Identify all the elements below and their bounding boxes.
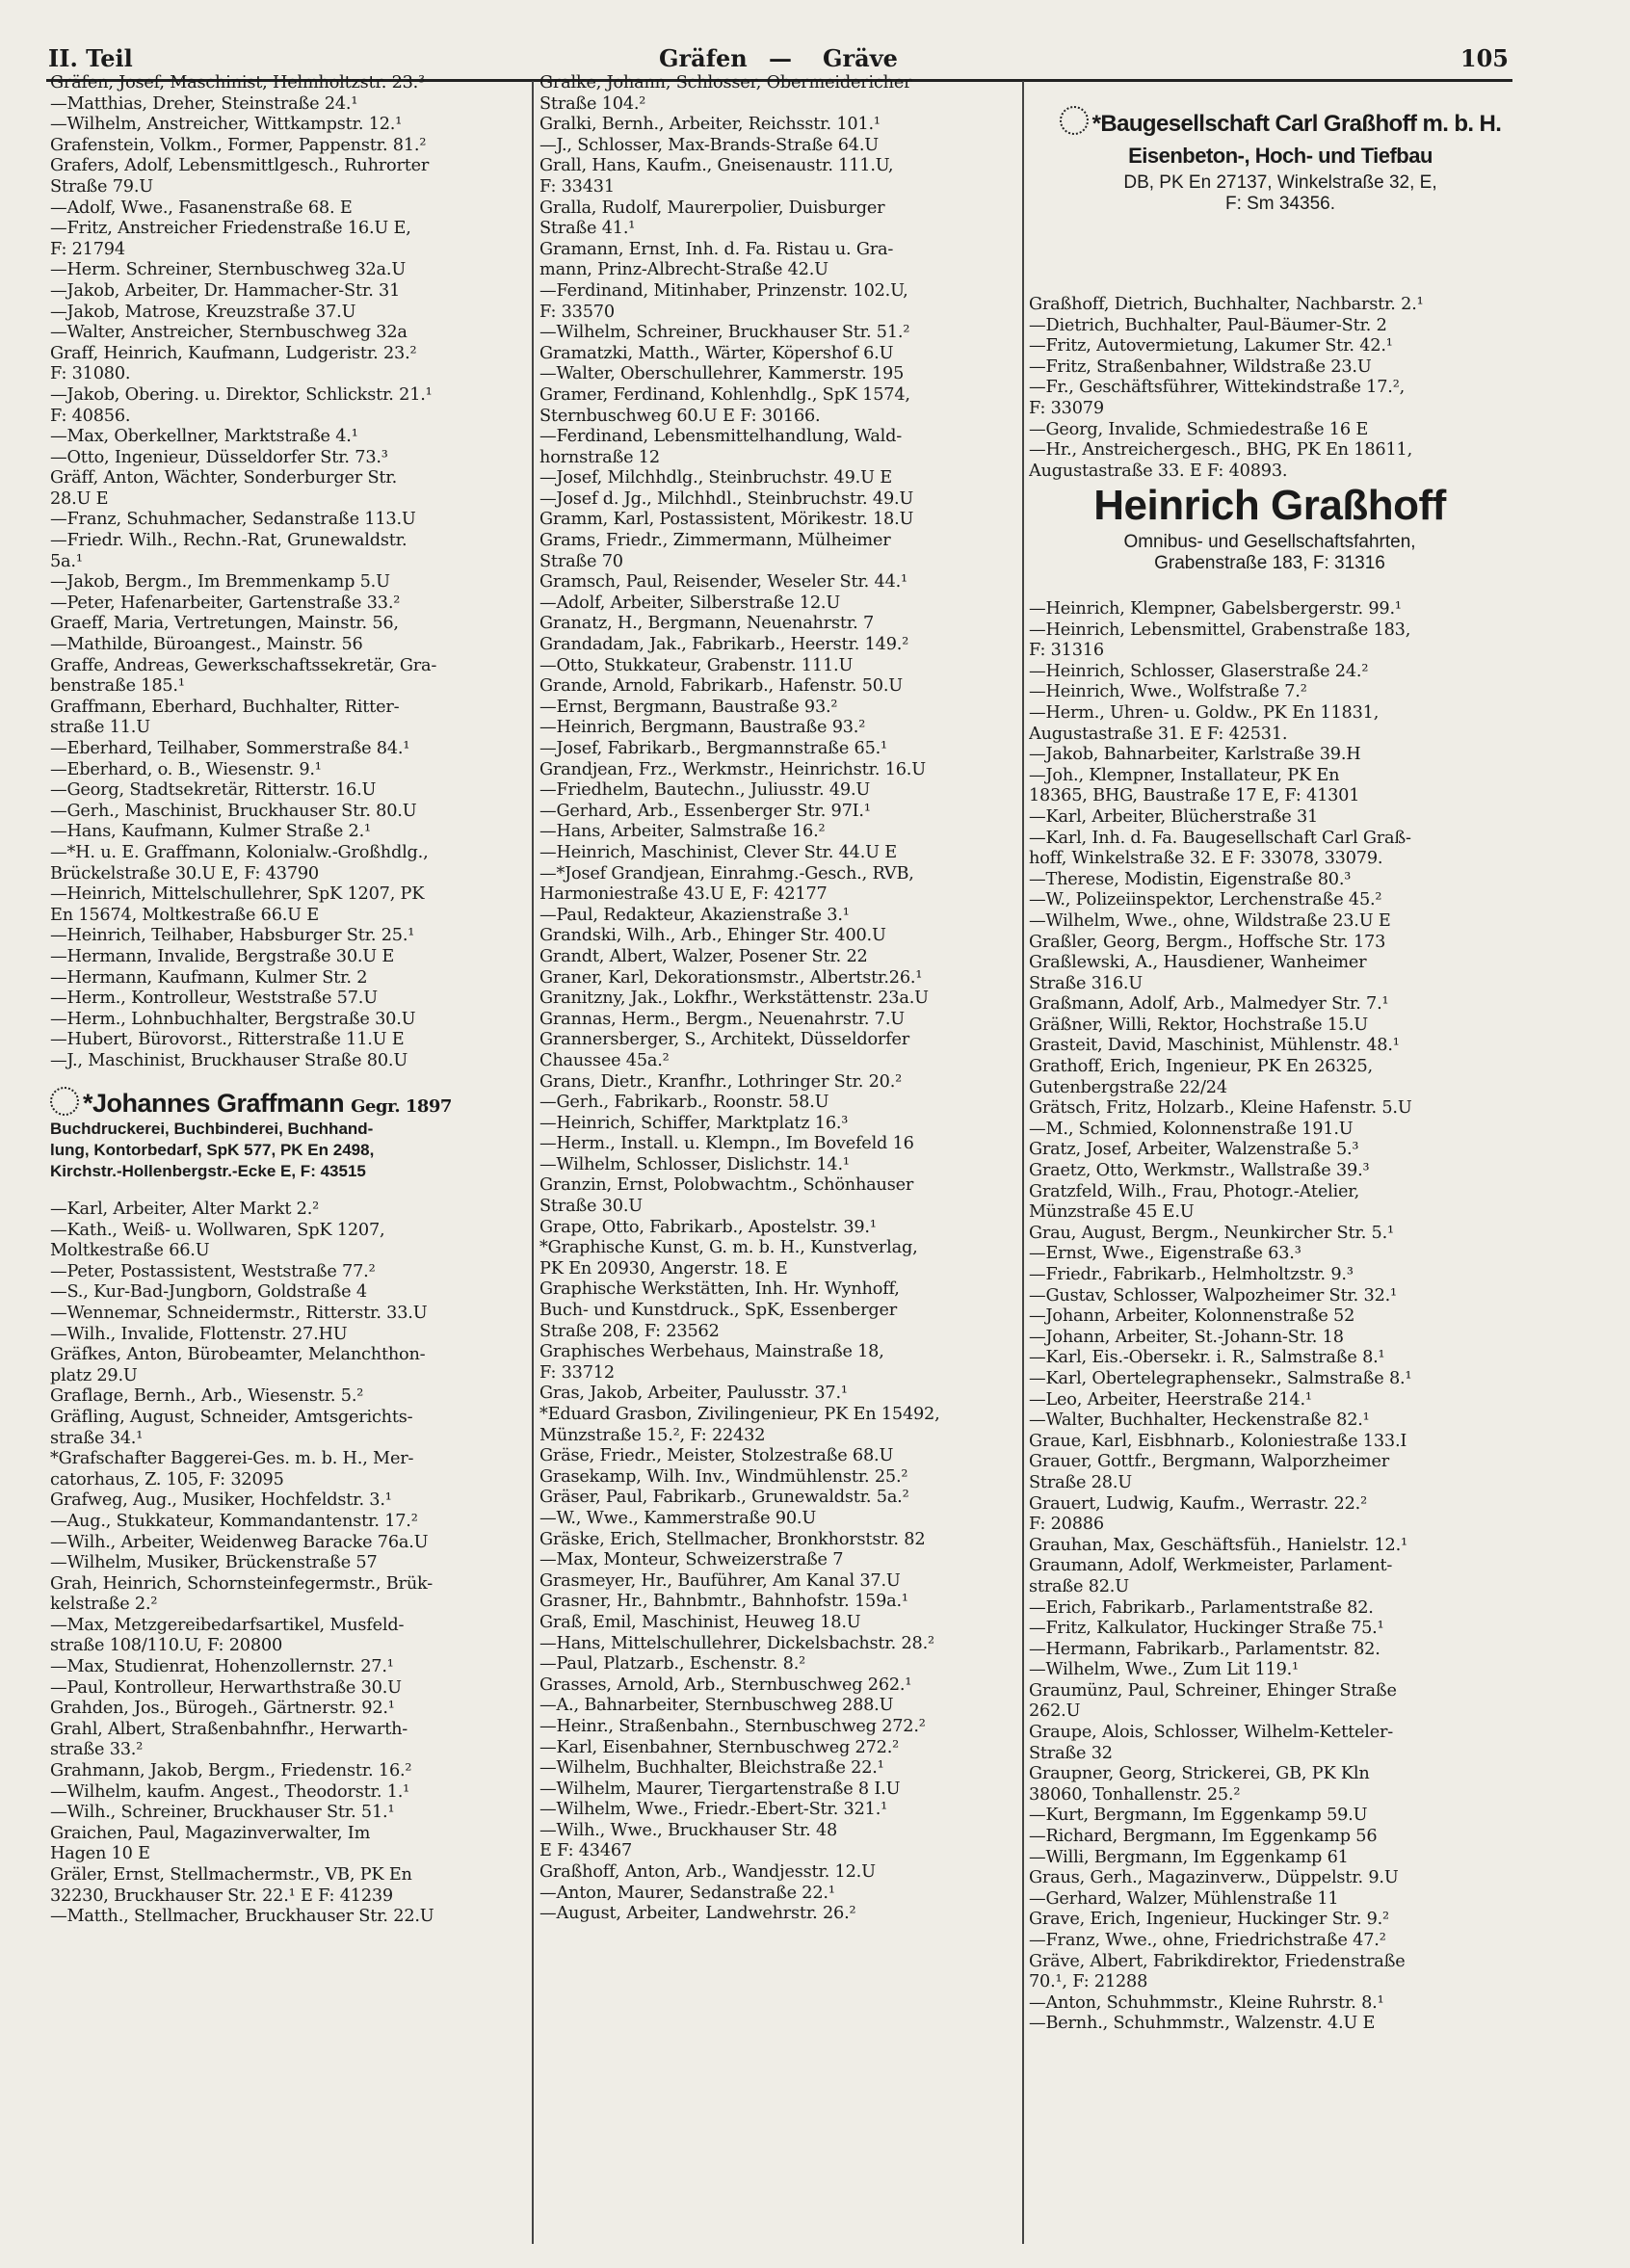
directory-entry-line: Grannersberger, S., Architekt, Düsseldorfer xyxy=(539,1030,910,1050)
directory-entry-line: Hagen 10 E xyxy=(50,1844,150,1864)
directory-entry-line: Augustastraße 31. E F: 42531. xyxy=(1029,724,1288,744)
directory-entry-line: Gräfen, Josef, Maschinist, Helmholtzstr. 23.³ xyxy=(50,73,425,92)
directory-entry-line: —Richard, Bergmann, Im Eggenkamp 56 xyxy=(1029,1827,1378,1847)
directory-entry-line: Grauhan, Max, Geschäftsfüh., Hanielstr. 12.¹ xyxy=(1029,1535,1407,1555)
directory-entry-line: Grandt, Albert, Walzer, Posener Str. 22 xyxy=(539,946,868,966)
directory-entry-line: —Wilh., Arbeiter, Weidenweg Baracke 76a.U xyxy=(50,1532,429,1552)
directory-entry-line: —Wilhelm, Maurer, Tiergartenstraße 8 I.U xyxy=(539,1779,901,1799)
directory-entry-line: —Fritz, Straßenbahner, Wildstraße 23.U xyxy=(1029,356,1372,377)
directory-entry-line: —Gerh., Fabrikarb., Roonstr. 58.U xyxy=(539,1093,829,1113)
directory-entry-line: —Fritz, Autovermietung, Lakumer Str. 42.¹ xyxy=(1029,336,1393,356)
directory-entry-line: Gratzfeld, Wilh., Frau, Photogr.-Atelier, xyxy=(1029,1181,1360,1201)
directory-entry-line: Graner, Karl, Dekorationsmstr., Albertstr.26.¹ xyxy=(539,967,923,988)
header-range-end: Gräve xyxy=(823,44,898,72)
directory-entry-line: —Jakob, Obering. u. Direktor, Schlickstr. 21.¹ xyxy=(50,384,433,405)
column-2-entries xyxy=(539,73,1019,1925)
directory-entry-line: Straße 28.U xyxy=(1029,1472,1132,1492)
ad-bau-address: DB, PK En 27137, Winkelstraße 32, E, xyxy=(1123,172,1437,193)
directory-entry-line: —Ferdinand, Lebensmittelhandlung, Wald- xyxy=(539,427,903,447)
directory-entry-line: —Peter, Postassistent, Weststraße 77.² xyxy=(50,1261,376,1281)
directory-entry-line: Grasekamp, Wilh. Inv., Windmühlenstr. 25.² xyxy=(539,1466,908,1487)
directory-entry-line: —Bernh., Schuhmmstr., Walzenstr. 4.U E xyxy=(1029,2014,1376,2034)
directory-entry-line: Grafenstein, Volkm., Former, Pappenstr. 81.² xyxy=(50,135,427,155)
directory-entry-line: 32230, Bruckhauser Str. 22.¹ E F: 41239 xyxy=(50,1886,393,1906)
directory-entry-line: —Matthias, Dreher, Steinstraße 24.¹ xyxy=(50,93,358,114)
directory-entry-line: —Walter, Oberschullehrer, Kammerstr. 195 xyxy=(539,364,905,384)
directory-entry-line: Grasteit, David, Maschinist, Mühlenstr. 48.¹ xyxy=(1029,1036,1400,1056)
directory-entry-line: —Friedr., Fabrikarb., Helmholtzstr. 9.³ xyxy=(1029,1265,1354,1284)
directory-entry-line: —Herm., Lohnbuchhalter, Bergstraße 30.U xyxy=(50,1009,416,1029)
directory-entry-line: —Hr., Anstreichergesch., BHG, PK En 18611, xyxy=(1029,440,1412,461)
directory-entry-line: Münzstraße 15.², F: 22432 xyxy=(539,1425,766,1445)
directory-entry-line: —Josef, Milchhdlg., Steinbruchstr. 49.U E xyxy=(539,468,892,488)
directory-entry-line: Graus, Gerh., Magazinverw., Düppelstr. 9.U xyxy=(1029,1868,1399,1888)
directory-entry-line: straße 108/110.U, F: 20800 xyxy=(50,1636,283,1656)
directory-entry-line: Gutenbergstraße 22/24 xyxy=(1029,1077,1227,1097)
directory-entry-line: En 15674, Moltkestraße 66.U E xyxy=(50,905,320,925)
directory-entry-line: —Wennemar, Schneidermstr., Ritterstr. 33.U xyxy=(50,1303,428,1323)
directory-entry-line: —Walter, Anstreicher, Sternbuschweg 32a xyxy=(50,323,408,343)
directory-entry-line: Graumann, Adolf, Werkmeister, Parlament- xyxy=(1029,1556,1393,1576)
directory-entry-line: 5a.¹ xyxy=(50,551,83,571)
directory-entry-line: Moltkestraße 66.U xyxy=(50,1241,210,1261)
directory-entry-line: Grahden, Jos., Bürogeh., Gärtnerstr. 92.¹ xyxy=(50,1699,395,1719)
directory-entry-line: —Wilhelm, Wwe., Zum Lit 119.¹ xyxy=(1029,1660,1299,1680)
directory-entry-line: —Hans, Mittelschullehrer, Dickelsbachstr. 28.² xyxy=(539,1633,934,1653)
directory-entry-line: —Heinrich, Lebensmittel, Grabenstraße 183, xyxy=(1029,620,1411,640)
directory-entry-line: —Anton, Schuhmmstr., Kleine Ruhrstr. 8.¹ xyxy=(1029,1992,1384,2013)
directory-entry-line: —Jakob, Bahnarbeiter, Karlstraße 39.H xyxy=(1029,745,1361,765)
directory-entry-line: straße 11.U xyxy=(50,718,150,738)
directory-entry-line: —Gerh., Maschinist, Bruckhauser Str. 80.U xyxy=(50,801,417,821)
directory-entry-line: —Adolf, Wwe., Fasanenstraße 68. E xyxy=(50,198,353,218)
directory-entry-line: Graff, Heinrich, Kaufmann, Ludgeristr. 23.² xyxy=(50,343,417,363)
directory-entry-line: Graupe, Alois, Schlosser, Wilhelm-Ketteler- xyxy=(1029,1723,1394,1743)
column-3-entries-top xyxy=(1029,295,1511,482)
directory-entry-line: —Wilhelm, Musiker, Brückenstraße 57 xyxy=(50,1553,378,1573)
directory-entry-line: —Max, Metzgereibedarfsartikel, Musfeld- xyxy=(50,1615,405,1635)
directory-entry-line: Grasner, Hr., Bahnbmtr., Bahnhofstr. 159a.¹ xyxy=(539,1592,908,1612)
directory-entry-line: Gräff, Anton, Wächter, Sonderburger Str. xyxy=(50,468,398,488)
directory-entry-line: —Hermann, Invalide, Bergstraße 30.U E xyxy=(50,946,395,966)
directory-entry-line: F: 31080. xyxy=(50,364,131,384)
directory-entry-line: Harmoniestraße 43.U E, F: 42177 xyxy=(539,884,828,905)
directory-entry-line: F: 31316 xyxy=(1029,641,1104,661)
directory-entry-line: Augustastraße 33. E F: 40893. xyxy=(1029,461,1288,481)
directory-entry-line: 262.U xyxy=(1029,1701,1081,1722)
directory-entry-line: Buch- und Kunstdruck., SpK, Essenberger xyxy=(539,1301,897,1321)
ad-heinrich-services: Omnibus- und Gesellschaftsfahrten, xyxy=(1123,532,1416,552)
directory-entry-line: Grasses, Arnold, Arb., Sternbuschweg 262.¹ xyxy=(539,1675,912,1695)
column-1-entries-top xyxy=(50,73,528,1072)
directory-entry-line: —Johann, Arbeiter, Kolonnenstraße 52 xyxy=(1029,1306,1355,1327)
company-logo-icon xyxy=(50,1087,79,1116)
directory-entry-line: —Wilhelm, Schreiner, Bruckhauser Str. 51.² xyxy=(539,323,910,343)
directory-entry-line: —Karl, Arbeiter, Alter Markt 2.² xyxy=(50,1200,320,1219)
directory-entry-line: —Dietrich, Buchhalter, Paul-Bäumer-Str. 2 xyxy=(1029,315,1387,335)
directory-entry-line: —Otto, Ingenieur, Düsseldorfer Str. 73.³ xyxy=(50,447,388,467)
directory-entry-line: —Wilh., Invalide, Flottenstr. 27.HU xyxy=(50,1324,348,1344)
directory-entry-line: Gralla, Rudolf, Maurerpolier, Duisburger xyxy=(539,198,885,218)
directory-entry-line: —Erich, Fabrikarb., Parlamentstraße 82. xyxy=(1029,1597,1374,1618)
directory-entry-line: —Hermann, Kaufmann, Kulmer Str. 2 xyxy=(50,967,368,988)
directory-entry-line: —Josef d. Jg., Milchhdl., Steinbruchstr. 49.U xyxy=(539,488,914,509)
directory-entry-line: —Eberhard, o. B., Wiesenstr. 9.¹ xyxy=(50,759,322,779)
directory-entry-line: —Heinrich, Wwe., Wolfstraße 7.² xyxy=(1029,682,1307,702)
header-dash: — xyxy=(769,44,792,72)
directory-entry-line: F: 33570 xyxy=(539,302,615,322)
directory-entry-line: —J., Schlosser, Max-Brands-Straße 64.U xyxy=(539,135,879,155)
directory-entry-line: —Wilh., Schreiner, Bruckhauser Str. 51.¹ xyxy=(50,1803,395,1823)
header-range-start: Gräfen xyxy=(659,44,748,72)
directory-entry-line: Grathoff, Erich, Ingenieur, PK En 26325, xyxy=(1029,1057,1373,1077)
directory-entry-line: —Heinrich, Teilhaber, Habsburger Str. 25.¹ xyxy=(50,926,415,946)
column-1-entries-bottom xyxy=(50,1200,528,1928)
directory-entry-line: 70.¹, F: 21288 xyxy=(1029,1972,1148,1992)
directory-entry-line: —Hans, Arbeiter, Salmstraße 16.² xyxy=(539,822,826,842)
directory-entry-line: Graichen, Paul, Magazinverwalter, Im xyxy=(50,1823,371,1843)
directory-entry-line: Granatz, H., Bergmann, Neuenahrstr. 7 xyxy=(539,614,874,634)
directory-entry-line: Grall, Hans, Kaufm., Gneisenaustr. 111.U, xyxy=(539,156,894,176)
ad-bau-services: Eisenbeton-, Hoch- und Tiefbau xyxy=(1128,144,1433,168)
directory-entry-line: Grandadam, Jak., Fabrikarb., Heerstr. 149.² xyxy=(539,635,909,655)
directory-entry-line: —Fr., Geschäftsführer, Wittekindstraße 17.², xyxy=(1029,378,1406,398)
directory-entry-line: —Wilh., Wwe., Bruckhauser Str. 48 xyxy=(539,1820,838,1840)
directory-entry-line: Straße 70 xyxy=(539,551,623,571)
directory-entry-line: —Johann, Arbeiter, St.-Johann-Str. 18 xyxy=(1029,1327,1344,1347)
directory-entry-line: —Max, Studienrat, Hohenzollernstr. 27.¹ xyxy=(50,1657,394,1677)
directory-entry-line: Gras, Jakob, Arbeiter, Paulusstr. 37.¹ xyxy=(539,1384,848,1404)
directory-entry-line: Granitzny, Jak., Lokfhr., Werkstättenstr. 23a.U xyxy=(539,989,929,1009)
directory-entry-line: Grannas, Herm., Bergm., Neuenahrstr. 7.U xyxy=(539,1009,905,1029)
directory-entry-line: —Karl, Inh. d. Fa. Baugesellschaft Carl Graß- xyxy=(1029,828,1411,848)
directory-entry-line: —Hermann, Fabrikarb., Parlamentstr. 82. xyxy=(1029,1639,1380,1659)
header-section: II. Teil xyxy=(48,44,133,72)
ad-graffmann-founded: Gegr. 1897 xyxy=(351,1096,452,1117)
directory-entry-line: mann, Prinz-Albrecht-Straße 42.U xyxy=(539,260,828,280)
directory-entry-line: —Paul, Redakteur, Akazienstraße 3.¹ xyxy=(539,905,850,925)
directory-entry-line: —Max, Oberkellner, Marktstraße 4.¹ xyxy=(50,427,358,447)
directory-entry-line: —M., Schmied, Kolonnenstraße 191.U xyxy=(1029,1119,1354,1139)
directory-entry-line: Graflage, Bernh., Arb., Wiesenstr. 5.² xyxy=(50,1386,364,1407)
directory-entry-line: Gramann, Ernst, Inh. d. Fa. Ristau u. Gra- xyxy=(539,239,894,259)
directory-entry-line: Grafers, Adolf, Lebensmittlgesch., Ruhrorter xyxy=(50,156,430,176)
directory-entry-line: —Hubert, Bürovorst., Ritterstraße 11.U E xyxy=(50,1030,405,1050)
directory-entry-line: —Jakob, Arbeiter, Dr. Hammacher-Str. 31 xyxy=(50,280,401,301)
directory-entry-line: straße 34.¹ xyxy=(50,1428,144,1448)
directory-entry-line: —Karl, Obertelegraphensekr., Salmstraße 8.¹ xyxy=(1029,1368,1412,1388)
ad-bau-name: *Baugesellschaft Carl Graßhoff m. b. H. xyxy=(1091,111,1502,137)
directory-entry-line: Gramm, Karl, Postassistent, Mörikestr. 18.U xyxy=(539,510,914,530)
directory-entry-line: —Otto, Stukkateur, Grabenstr. 111.U xyxy=(539,655,854,675)
directory-entry-line: Grasmeyer, Hr., Bauführer, Am Kanal 37.U xyxy=(539,1570,901,1591)
directory-entry-line: Straße 79.U xyxy=(50,176,153,197)
directory-entry-line: —Gustav, Schlosser, Walpozheimer Str. 32.¹ xyxy=(1029,1285,1397,1305)
directory-entry-line: —Kath., Weiß- u. Wollwaren, SpK 1207, xyxy=(50,1220,385,1240)
directory-entry-line: —Herm. Schreiner, Sternbuschweg 32a.U xyxy=(50,260,407,280)
directory-entry-line: Gräler, Ernst, Stellmachermstr., VB, PK En xyxy=(50,1865,412,1885)
directory-entry-line: —Fritz, Kalkulator, Huckinger Straße 75.¹ xyxy=(1029,1619,1384,1639)
directory-entry-line: —Herm., Kontrolleur, Weststraße 57.U xyxy=(50,989,378,1009)
directory-entry-line: Gramatzki, Matth., Wärter, Köpershof 6.U xyxy=(539,343,894,363)
directory-entry-line: —Heinrich, Schiffer, Marktplatz 16.³ xyxy=(539,1113,849,1133)
directory-entry-line: Grandjean, Frz., Werkmstr., Heinrichstr. 16.U xyxy=(539,759,926,779)
directory-entry-line: Grams, Friedr., Zimmermann, Mülheimer xyxy=(539,531,891,551)
directory-entry-line: straße 82.U xyxy=(1029,1576,1129,1596)
directory-entry-line: Graupner, Georg, Strickerei, GB, PK Kln xyxy=(1029,1764,1370,1784)
directory-entry-line: Grätsch, Fritz, Holzarb., Kleine Hafenstr. 5.U xyxy=(1029,1098,1412,1119)
directory-entry-line: —Herm., Install. u. Klempn., Im Bovefeld 16 xyxy=(539,1134,914,1154)
ad-graffmann xyxy=(50,1087,528,1182)
directory-entry-line: Gräßner, Willi, Rektor, Hochstraße 15.U xyxy=(1029,1015,1369,1035)
directory-entry-line: Grahmann, Jakob, Bergm., Friedenstr. 16.² xyxy=(50,1761,412,1781)
directory-entry-line: —Gerhard, Walzer, Mühlenstraße 11 xyxy=(1029,1888,1339,1909)
directory-entry-line: —Franz, Schuhmacher, Sedanstraße 113.U xyxy=(50,510,416,530)
directory-entry-line: Grans, Dietr., Kranfhr., Lothringer Str. 20.² xyxy=(539,1071,903,1092)
directory-entry-line: Graßler, Georg, Bergm., Hoffsche Str. 173 xyxy=(1029,932,1386,952)
directory-entry-line: —J., Maschinist, Bruckhauser Straße 80.U xyxy=(50,1050,408,1070)
ad-heinrich-address: Grabenstraße 183, F: 31316 xyxy=(1154,553,1385,573)
directory-entry-line: —Anton, Maurer, Sedanstraße 22.¹ xyxy=(539,1883,835,1903)
directory-entry-line: Gralki, Bernh., Arbeiter, Reichsstr. 101.¹ xyxy=(539,115,881,135)
directory-entry-line: Sternbuschweg 60.U E F: 30166. xyxy=(539,406,821,426)
directory-entry-line: Grave, Erich, Ingenieur, Huckinger Str. 9.² xyxy=(1029,1910,1389,1930)
directory-entry-line: Gräske, Erich, Stellmacher, Bronkhorststr. 82 xyxy=(539,1529,926,1549)
directory-entry-line: Graßlewski, A., Hausdiener, Wanheimer xyxy=(1029,953,1367,973)
directory-entry-line: Graue, Karl, Eisbhnarb., Koloniestraße 133.I xyxy=(1029,1431,1407,1451)
directory-entry-line: —Adolf, Arbeiter, Silberstraße 12.U xyxy=(539,593,841,613)
directory-entry-line: —Karl, Arbeiter, Blücherstraße 31 xyxy=(1029,806,1319,827)
directory-entry-line: F: 33431 xyxy=(539,176,615,197)
directory-entry-line: —W., Wwe., Kammerstraße 90.U xyxy=(539,1508,817,1528)
directory-entry-line: —Therese, Modistin, Eigenstraße 80.³ xyxy=(1029,869,1352,889)
ad-baugesellschaft xyxy=(1054,106,1507,215)
directory-entry-line: Straße 104.² xyxy=(539,93,646,114)
directory-entry-line: Gramer, Ferdinand, Kohlenhdlg., SpK 1574, xyxy=(539,384,910,405)
directory-entry-line: 18365, BHG, Baustraße 17 E, F: 41301 xyxy=(1029,786,1360,806)
directory-entry-line: Graßmann, Adolf, Arb., Malmedyer Str. 7.¹ xyxy=(1029,994,1389,1015)
directory-entry-line: Graumünz, Paul, Schreiner, Ehinger Straße xyxy=(1029,1680,1397,1701)
directory-entry-line: —Mathilde, Büroangest., Mainstr. 56 xyxy=(50,635,363,655)
company-logo-icon xyxy=(1060,106,1089,135)
directory-entry-line: kelstraße 2.² xyxy=(50,1595,158,1615)
page-number: 105 xyxy=(1459,44,1509,72)
directory-entry-line: hoff, Winkelstraße 32. E F: 33078, 33079. xyxy=(1029,849,1383,869)
directory-entry-line: —Matth., Stellmacher, Bruckhauser Str. 22.U xyxy=(50,1907,434,1927)
directory-entry-line: —Gerhard, Arb., Essenberger Str. 97I.¹ xyxy=(539,801,871,821)
ad-heinrich-grasshoff xyxy=(1029,482,1511,574)
directory-entry-line: *Grafschafter Baggerei-Ges. m. b. H., Mer- xyxy=(50,1449,414,1469)
directory-entry-line: F: 21794 xyxy=(50,239,125,259)
directory-entry-line: —Ferdinand, Mitinhaber, Prinzenstr. 102.U, xyxy=(539,280,908,301)
directory-entry-line: —Ernst, Wwe., Eigenstraße 63.³ xyxy=(1029,1244,1301,1264)
directory-entry-line: —Walter, Buchhalter, Heckenstraße 82.¹ xyxy=(1029,1411,1370,1431)
directory-entry-line: —Franz, Wwe., ohne, Friedrichstraße 47.² xyxy=(1029,1931,1386,1950)
directory-entry-line: PK En 20930, Angerstr. 18. E xyxy=(539,1258,788,1279)
column-divider-1 xyxy=(532,81,534,2244)
directory-entry-line: —Eberhard, Teilhaber, Sommerstraße 84.¹ xyxy=(50,739,410,758)
directory-entry-line: 28.U E xyxy=(50,488,109,509)
directory-entry-line: —Jakob, Matrose, Kreuzstraße 37.U xyxy=(50,302,356,322)
directory-entry-line: Gräfkes, Anton, Bürobeamter, Melanchthon- xyxy=(50,1345,426,1365)
directory-entry-line: Grauer, Gottfr., Bergmann, Walporzheimer xyxy=(1029,1452,1390,1472)
directory-entry-line: —Jakob, Bergm., Im Bremmenkamp 5.U xyxy=(50,572,390,593)
directory-entry-line: —Wilhelm, Buchhalter, Bleichstraße 22.¹ xyxy=(539,1758,884,1779)
directory-entry-line: E F: 43467 xyxy=(539,1841,633,1861)
directory-entry-line: —Wilhelm, Wwe., ohne, Wildstraße 23.U E xyxy=(1029,910,1391,931)
directory-entry-line: Straße 316.U xyxy=(1029,973,1144,993)
ad-bau-phone: F: Sm 34356. xyxy=(1224,194,1336,214)
column-divider-2 xyxy=(1022,81,1024,2244)
column-3-entries-bottom xyxy=(1029,599,1511,2035)
directory-entry-line: —Josef, Fabrikarb., Bergmannstraße 65.¹ xyxy=(539,739,887,758)
directory-entry-line: —Karl, Eisenbahner, Sternbuschweg 272.² xyxy=(539,1737,900,1757)
directory-entry-line: Graetz, Otto, Werkmstr., Wallstraße 39.³ xyxy=(1029,1161,1370,1181)
directory-entry-line: Straße 30.U xyxy=(539,1197,643,1217)
directory-entry-line: —Heinrich, Schlosser, Glaserstraße 24.² xyxy=(1029,661,1369,681)
directory-entry-line: —Georg, Stadtsekretär, Ritterstr. 16.U xyxy=(50,780,377,801)
directory-entry-line: —Fritz, Anstreicher Friedenstraße 16.U E, xyxy=(50,219,411,239)
directory-entry-line: *Graphische Kunst, G. m. b. H., Kunstverlag, xyxy=(539,1238,918,1258)
directory-entry-line: —*Josef Grandjean, Einrahmg.-Gesch., RVB, xyxy=(539,863,914,883)
directory-entry-line: F: 33079 xyxy=(1029,398,1104,418)
directory-entry-line: Grahl, Albert, Straßenbahnfhr., Herwarth- xyxy=(50,1719,408,1739)
directory-entry-line: Grafweg, Aug., Musiker, Hochfeldstr. 3.¹ xyxy=(50,1490,392,1511)
directory-entry-line: —Max, Monteur, Schweizerstraße 7 xyxy=(539,1550,844,1570)
directory-entry-line: F: 33712 xyxy=(539,1362,615,1383)
directory-entry-line: Graffe, Andreas, Gewerkschaftssekretär, Gra- xyxy=(50,655,437,675)
directory-entry-line: —Aug., Stukkateur, Kommandantenstr. 17.² xyxy=(50,1511,418,1531)
ad-graffmann-line: Kirchstr.-Hollenbergstr.-Ecke E, F: 43515 xyxy=(50,1162,366,1180)
directory-entry-line: —Wilhelm, kaufm. Angest., Theodorstr. 1.¹ xyxy=(50,1781,410,1802)
directory-entry-line: *Eduard Grasbon, Zivilingenieur, PK En 15492, xyxy=(539,1405,940,1424)
directory-entry-line: Graphische Werkstätten, Inh. Hr. Wynhoff, xyxy=(539,1279,900,1300)
directory-entry-line: —W., Polizeiinspektor, Lerchenstraße 45.² xyxy=(1029,890,1382,910)
directory-entry-line: Gräve, Albert, Fabrikdirektor, Friedenstraße xyxy=(1029,1951,1406,1971)
directory-entry-line: —Paul, Platzarb., Eschenstr. 8.² xyxy=(539,1654,806,1675)
directory-entry-line: Granzin, Ernst, Polobwachtm., Schönhauser xyxy=(539,1175,914,1196)
directory-entry-line: —Georg, Invalide, Schmiedestraße 16 E xyxy=(1029,419,1369,439)
directory-entry-line: Graffmann, Eberhard, Buchhalter, Ritter- xyxy=(50,697,400,717)
directory-entry-line: Gräser, Paul, Fabrikarb., Grunewaldstr. 5a.² xyxy=(539,1488,909,1508)
directory-entry-line: Gralke, Johann, Schlosser, Obermeidericher xyxy=(539,73,912,92)
directory-entry-line: —Ernst, Bergmann, Baustraße 93.² xyxy=(539,697,838,717)
directory-entry-line: —Peter, Hafenarbeiter, Gartenstraße 33.² xyxy=(50,593,401,613)
directory-entry-line: Graphisches Werbehaus, Mainstraße 18, xyxy=(539,1342,884,1362)
directory-entry-line: —Heinrich, Klempner, Gabelsbergerstr. 99.¹ xyxy=(1029,599,1402,619)
directory-entry-line: Grah, Heinrich, Schornsteinfegermstr., Brük- xyxy=(50,1573,433,1594)
directory-entry-line: Grande, Arnold, Fabrikarb., Hafenstr. 50.U xyxy=(539,676,903,697)
directory-entry-line: Grape, Otto, Fabrikarb., Apostelstr. 39.¹ xyxy=(539,1217,877,1237)
directory-entry-line: —A., Bahnarbeiter, Sternbuschweg 288.U xyxy=(539,1696,894,1716)
directory-entry-line: —Paul, Kontrolleur, Herwarthstraße 30.U xyxy=(50,1677,402,1698)
directory-entry-line: F: 40856. xyxy=(50,406,131,426)
ad-graffmann-line: Buchdruckerei, Buchbinderei, Buchhand- xyxy=(50,1120,374,1138)
directory-entry-line: —Wilhelm, Wwe., Friedr.-Ebert-Str. 321.¹ xyxy=(539,1800,888,1820)
directory-entry-line: Grauert, Ludwig, Kaufm., Werrastr. 22.² xyxy=(1029,1493,1367,1514)
directory-entry-line: Brückelstraße 30.U E, F: 43790 xyxy=(50,863,319,883)
directory-entry-line: 38060, Tonhallenstr. 25.² xyxy=(1029,1784,1241,1805)
directory-entry-line: —Karl, Eis.-Obersekr. i. R., Salmstraße 8.¹ xyxy=(1029,1348,1385,1368)
directory-entry-line: —*H. u. E. Graffmann, Kolonialw.-Großhdlg., xyxy=(50,842,429,862)
directory-entry-line: —Heinrich, Mittelschullehrer, SpK 1207, PK xyxy=(50,884,425,905)
directory-entry-line: Graeff, Maria, Vertretungen, Mainstr. 56, xyxy=(50,614,399,634)
directory-entry-line: Chaussee 45a.² xyxy=(539,1050,670,1070)
directory-entry-line: Straße 32 xyxy=(1029,1743,1113,1763)
directory-entry-line: catorhaus, Z. 105, F: 32095 xyxy=(50,1469,284,1490)
directory-entry-line: Münzstraße 45 E.U xyxy=(1029,1202,1195,1223)
directory-entry-line: Gräse, Friedr., Meister, Stolzestraße 68.U xyxy=(539,1446,894,1466)
directory-entry-line: Straße 41.¹ xyxy=(539,219,636,239)
directory-entry-line: hornstraße 12 xyxy=(539,447,660,467)
directory-entry-line: benstraße 185.¹ xyxy=(50,676,185,697)
directory-entry-line: —August, Arbeiter, Landwehrstr. 26.² xyxy=(539,1904,856,1924)
directory-entry-line: F: 20886 xyxy=(1029,1515,1104,1535)
ad-heinrich-name: Heinrich Graßhoff xyxy=(1093,482,1446,529)
directory-entry-line: Grau, August, Bergm., Neunkircher Str. 5.¹ xyxy=(1029,1223,1394,1243)
directory-entry-line: —Wilhelm, Anstreicher, Wittkampstr. 12.¹ xyxy=(50,115,403,135)
directory-entry-line: Grandski, Wilh., Arb., Ehinger Str. 400.U xyxy=(539,926,886,946)
directory-entry-line: Graßhoff, Anton, Arb., Wandjesstr. 12.U xyxy=(539,1862,876,1883)
directory-entry-line: —Joh., Klempner, Installateur, PK En xyxy=(1029,765,1340,785)
directory-entry-line: Graß, Emil, Maschinist, Heuweg 18.U xyxy=(539,1612,861,1632)
directory-entry-line: Gratz, Josef, Arbeiter, Walzenstraße 5.³ xyxy=(1029,1140,1359,1160)
directory-entry-line: Gramsch, Paul, Reisender, Weseler Str. 44.¹ xyxy=(539,572,907,593)
directory-entry-line: —Friedhelm, Bautechn., Juliusstr. 49.U xyxy=(539,780,871,801)
directory-entry-line: —Leo, Arbeiter, Heerstraße 214.¹ xyxy=(1029,1389,1312,1410)
directory-entry-line: —Herm., Uhren- u. Goldw., PK En 11831, xyxy=(1029,702,1380,723)
directory-entry-line: —Heinrich, Bergmann, Baustraße 93.² xyxy=(539,718,866,738)
directory-entry-line: —Hans, Kaufmann, Kulmer Straße 2.¹ xyxy=(50,822,371,842)
ad-graffmann-line: lung, Kontorbedarf, SpK 577, PK En 2498, xyxy=(50,1141,375,1159)
directory-entry-line: straße 33.² xyxy=(50,1740,144,1760)
directory-entry-line: Graßhoff, Dietrich, Buchhalter, Nachbarstr. 2.¹ xyxy=(1029,295,1424,314)
directory-entry-line: —Heinr., Straßenbahn., Sternbuschweg 272.² xyxy=(539,1716,926,1736)
directory-entry-line: —Heinrich, Maschinist, Clever Str. 44.U E xyxy=(539,842,897,862)
directory-entry-line: Gräfling, August, Schneider, Amtsgerichts- xyxy=(50,1407,413,1427)
ad-graffmann-name: *Johannes Graffmann xyxy=(83,1089,345,1118)
directory-entry-line: platz 29.U xyxy=(50,1365,138,1385)
directory-entry-line: —Willi, Bergmann, Im Eggenkamp 61 xyxy=(1029,1847,1349,1867)
directory-entry-line: Straße 208, F: 23562 xyxy=(539,1321,720,1341)
directory-entry-line: —Kurt, Bergmann, Im Eggenkamp 59.U xyxy=(1029,1806,1368,1826)
directory-entry-line: —Wilhelm, Schlosser, Dislichstr. 14.¹ xyxy=(539,1154,850,1174)
directory-entry-line: —Friedr. Wilh., Rechn.-Rat, Grunewaldstr. xyxy=(50,531,408,551)
directory-entry-line: —S., Kur-Bad-Jungborn, Goldstraße 4 xyxy=(50,1282,367,1303)
